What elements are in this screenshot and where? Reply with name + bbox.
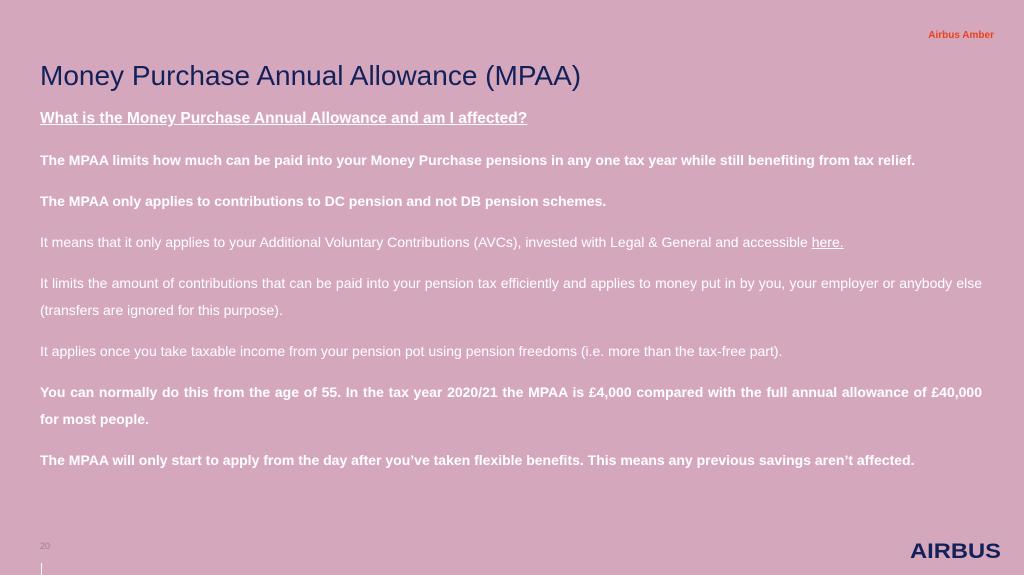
airbus-logo-text: AIRBUS bbox=[910, 540, 1001, 562]
paragraph-avcs-text: It means that it only applies to your Additional Voluntary Contributions (AVCs), invested with Legal & General and accessible bbox=[40, 234, 812, 250]
paragraph-dc-only: The MPAA only applies to contributions to DC pension and not DB pension schemes. bbox=[40, 193, 607, 209]
footer-divider bbox=[41, 563, 42, 575]
slide-subheading: What is the Money Purchase Annual Allowance and am I affected? bbox=[40, 110, 528, 127]
here-link[interactable]: here. bbox=[811, 234, 844, 250]
paragraph-contribution-limit: It limits the amount of contributions that can be paid into your pension tax efficiently and applies to money put in by you, your employer or anybody else (transfers are ignored for this purpose). bbox=[40, 275, 982, 318]
slide-content bbox=[40, 110, 982, 488]
slide-title: Money Purchase Annual Allowance (MPAA) bbox=[40, 60, 582, 91]
paragraph-taxable-income: It applies once you take taxable income from your pension pot using pension freedoms (i.e. more than the tax-free part). bbox=[40, 343, 783, 359]
page-number: 20 bbox=[40, 541, 51, 551]
classification-label: Airbus Amber bbox=[928, 30, 994, 41]
airbus-logo bbox=[910, 540, 1002, 562]
paragraph-mpaa-limits: The MPAA limits how much can be paid into your Money Purchase pensions in any one tax year while still benefiting from tax relief. bbox=[40, 152, 916, 168]
paragraph-avcs bbox=[40, 229, 982, 256]
paragraph-flexible-benefits: The MPAA will only start to apply from the day after you’ve taken flexible benefits. This means any previous savings aren’t affected. bbox=[40, 452, 915, 468]
paragraph-age-55: You can normally do this from the age of 55. In the tax year 2020/21 the MPAA is £4,000 compared with the full annual allowance of £40,000 for most people. bbox=[40, 384, 982, 427]
